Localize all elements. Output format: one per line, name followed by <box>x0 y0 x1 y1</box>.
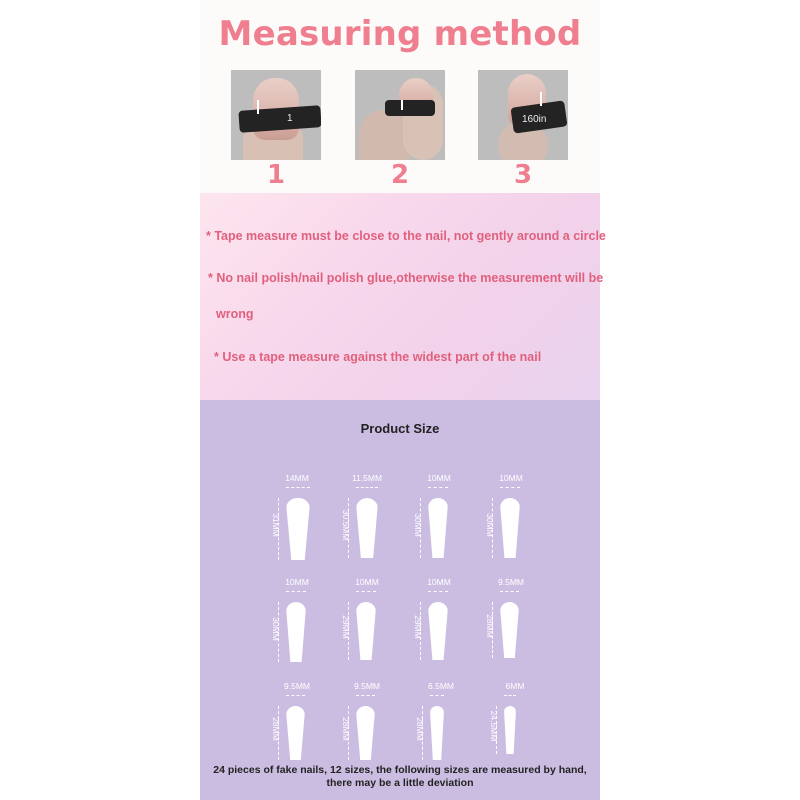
nail-shape <box>356 498 378 558</box>
nail-length: 30.5MM <box>341 509 351 541</box>
nail-length: 28MM <box>415 717 425 741</box>
note-3: * Use a tape measure against the widest part of the nail <box>214 350 542 364</box>
nail-shape <box>428 498 448 558</box>
disclaimer-line-2: there may be a little deviation <box>326 777 474 789</box>
nail-width: 6.5MM <box>428 681 454 691</box>
nail-shape <box>430 706 444 760</box>
nail-shape <box>504 706 516 754</box>
nail-length: 30MM <box>271 617 281 641</box>
nail-length: 31MM <box>271 513 281 537</box>
product-info-sheet <box>200 0 606 800</box>
measuring-notes <box>200 193 606 400</box>
product-size-title: Product Size <box>360 421 440 436</box>
nail-width: 6MM <box>505 681 525 691</box>
step-3-photo <box>478 70 568 160</box>
nail-shape <box>356 706 375 760</box>
nail-shape <box>428 602 448 660</box>
nail-width: 11.5MM <box>351 473 383 483</box>
step-3-number: 3 <box>513 160 533 190</box>
nail-width: 9.5MM <box>284 681 310 691</box>
nail-shape <box>286 602 306 662</box>
nail-length: 24.5MM <box>489 710 499 742</box>
note-2: * No nail polish/nail polish glue,otherwise the measurement will be <box>208 271 604 285</box>
step-1-photo <box>231 70 321 160</box>
nail-length: 29MM <box>413 615 423 639</box>
nail-shape <box>500 498 520 558</box>
nail-length: 28MM <box>341 717 351 741</box>
nail-shape <box>286 706 305 760</box>
nail-width: 10MM <box>499 473 523 483</box>
nail-width: 10MM <box>285 577 309 587</box>
nail-length: 28MM <box>271 717 281 741</box>
nail-length: 30MM <box>413 513 423 537</box>
step-2-number: 2 <box>390 160 410 190</box>
product-size-panel <box>200 400 600 800</box>
nail-shape <box>286 498 310 560</box>
note-2-continued: wrong <box>216 307 254 321</box>
nail-width: 10MM <box>427 473 451 483</box>
nail-length: 29MM <box>341 615 351 639</box>
disclaimer-line-1: 24 pieces of fake nails, 12 sizes, the following sizes are measured by hand, <box>213 764 587 776</box>
nail-shape <box>500 602 519 658</box>
nail-width: 14MM <box>285 473 309 483</box>
nail-shape <box>356 602 376 660</box>
tape-marking: 1 <box>287 113 293 124</box>
section-title: Measuring method <box>218 14 582 54</box>
nail-width: 10MM <box>427 577 451 587</box>
nail-length: 30MM <box>485 513 495 537</box>
note-1: * Tape measure must be close to the nail, not gently around a circle <box>206 229 606 243</box>
nail-length: 28MM <box>485 614 495 638</box>
tape-marking: 160in <box>522 114 547 125</box>
measuring-method-section <box>200 0 600 193</box>
size-disclaimer <box>200 764 600 790</box>
nail-width: 10MM <box>355 577 379 587</box>
step-1-number: 1 <box>266 160 286 190</box>
nail-width: 9.5MM <box>354 681 380 691</box>
nail-width: 9.5MM <box>498 577 524 587</box>
step-2-photo <box>355 70 445 160</box>
